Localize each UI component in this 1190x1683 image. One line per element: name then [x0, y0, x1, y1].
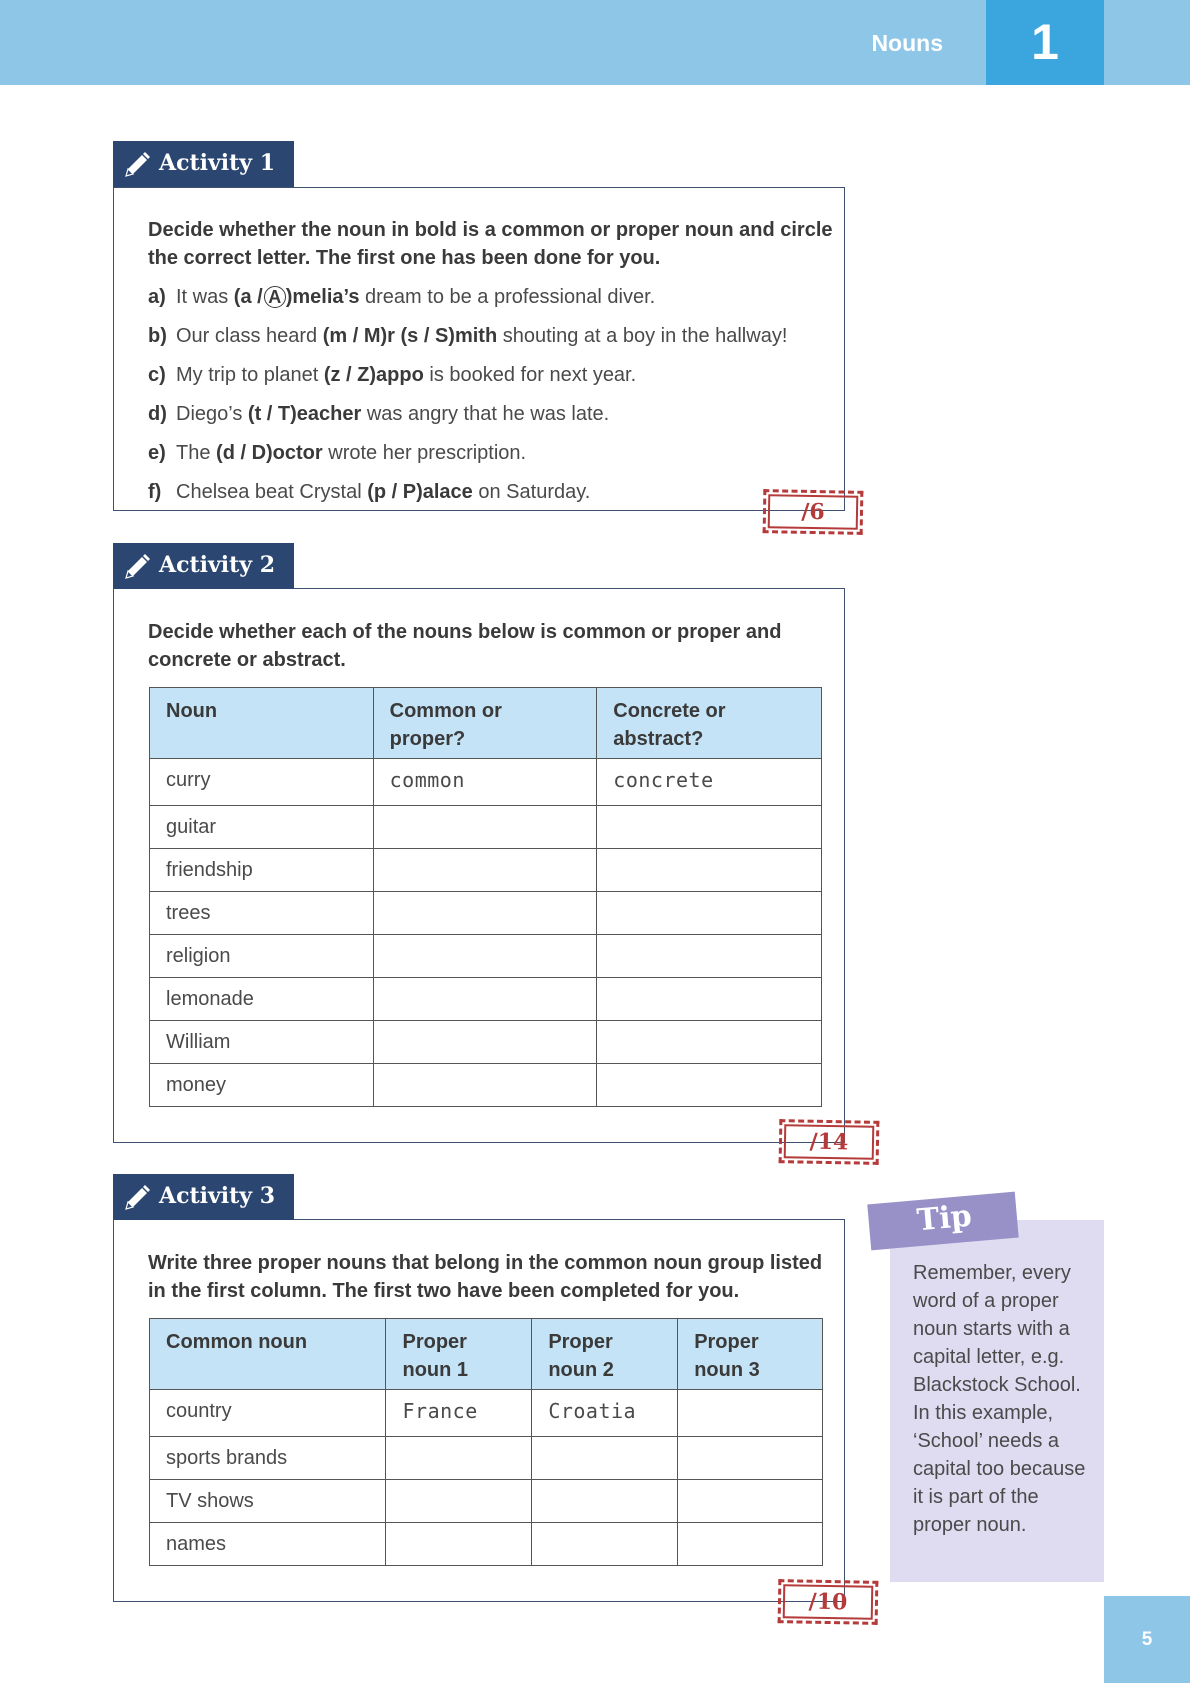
tip-text: Remember, every word of a proper noun starts with a capital letter, e.g. Blackstock School. In this example, ‘School’ needs a capital too because it is part of the proper noun.: [913, 1262, 1086, 1536]
question-a: a) It was (a / A )melia’s dream to be a professional diver.: [148, 283, 655, 311]
pencil-icon: [123, 1184, 151, 1212]
activity-1-tab: [113, 141, 294, 187]
activity-3-instruction: Write three proper nouns that belong in the common noun group listed in the first column. The first two have been completed for you.: [148, 1252, 823, 1302]
table-row: [150, 1523, 823, 1566]
answer-cell[interactable]: [386, 1437, 532, 1480]
activity-3-tab: [113, 1174, 294, 1220]
pencil-icon: [123, 151, 151, 179]
answer-cell[interactable]: France: [386, 1390, 532, 1437]
table-row: [150, 935, 822, 978]
activity-2-tab: [113, 543, 294, 589]
answer-choice[interactable]: (d / D)octor: [216, 442, 323, 464]
table-row: [150, 1437, 823, 1480]
activity-1-instruction: Decide whether the noun in bold is a common or proper noun and circle the correct letter. The first one has been done for you.: [148, 219, 833, 269]
activity-3-score-stamp: /10: [778, 1579, 879, 1625]
table-row: [150, 1021, 822, 1064]
table-row: [150, 892, 822, 935]
question-c: c) My trip to planet (z / Z)appo is booked for next year.: [148, 361, 636, 389]
answer-cell[interactable]: [597, 978, 822, 1021]
table-row: [150, 1390, 823, 1437]
question-letter: e): [148, 442, 166, 464]
answer-choice[interactable]: (p / P)alace: [367, 481, 473, 503]
question-d: d) Diego’s (t / T)eacher was angry that he was late.: [148, 400, 609, 428]
answer-cell[interactable]: [597, 1021, 822, 1064]
question-letter: a): [148, 286, 166, 308]
circled-answer: A: [264, 286, 286, 308]
chapter-number-box: [986, 0, 1104, 85]
noun-cell: lemonade: [150, 978, 374, 1021]
question-e: e) The (d / D)octor wrote her prescription.: [148, 439, 526, 467]
answer-cell[interactable]: concrete: [597, 759, 822, 806]
answer-cell[interactable]: [597, 806, 822, 849]
question-f: f) Chelsea beat Crystal (p / P)alace on Saturday.: [148, 478, 590, 506]
common-noun-cell: TV shows: [150, 1480, 386, 1523]
question-letter: b): [148, 325, 167, 347]
answer-cell[interactable]: [373, 1021, 597, 1064]
question-letter: d): [148, 403, 167, 425]
common-noun-cell: country: [150, 1390, 386, 1437]
answer-cell[interactable]: [373, 892, 597, 935]
column-header: Proper noun 1: [386, 1319, 532, 1390]
answer-choice[interactable]: (m / M)r (s / S)mith: [322, 325, 498, 347]
column-header: Common or proper?: [373, 688, 597, 759]
table-row: [150, 759, 822, 806]
noun-cell: guitar: [150, 806, 374, 849]
activity-3-table: [149, 1318, 823, 1566]
question-b: b) Our class heard (m / M)r (s / S)mith shouting at a boy in the hallway!: [148, 322, 787, 350]
noun-cell: trees: [150, 892, 374, 935]
noun-cell: friendship: [150, 849, 374, 892]
answer-cell[interactable]: [532, 1523, 678, 1566]
answer-cell[interactable]: [678, 1523, 823, 1566]
answer-cell[interactable]: [373, 806, 597, 849]
table-row: [150, 1064, 822, 1107]
activity-2-title: Activity 2: [159, 552, 276, 578]
table-row: [150, 1480, 823, 1523]
question-letter: f): [148, 481, 162, 503]
column-header: Proper noun 2: [532, 1319, 678, 1390]
table-row: [150, 978, 822, 1021]
activity-2-table: [149, 687, 822, 1107]
answer-cell[interactable]: [678, 1437, 823, 1480]
common-noun-cell: sports brands: [150, 1437, 386, 1480]
column-header: Noun: [150, 688, 374, 759]
table-row: [150, 806, 822, 849]
table-header-row: [150, 1319, 823, 1390]
activity-1-title: Activity 1: [159, 150, 276, 176]
answer-cell[interactable]: common: [373, 759, 597, 806]
answer-choice[interactable]: (t / T)eacher: [247, 403, 362, 425]
column-header: Common noun: [150, 1319, 386, 1390]
noun-cell: William: [150, 1021, 374, 1064]
activity-1-score-stamp: /6: [763, 489, 864, 535]
activity-2-score-stamp: /14: [779, 1119, 880, 1165]
answer-cell[interactable]: [532, 1437, 678, 1480]
activity-3-title: Activity 3: [159, 1183, 276, 1209]
noun-cell: curry: [150, 759, 374, 806]
common-noun-cell: names: [150, 1523, 386, 1566]
answer-cell[interactable]: [373, 849, 597, 892]
activity-2-instruction: Decide whether each of the nouns below is common or proper and concrete or abstract.: [148, 621, 782, 671]
chapter-title: Nouns: [871, 30, 943, 56]
answer-cell[interactable]: [678, 1480, 823, 1523]
answer-cell[interactable]: [373, 935, 597, 978]
answer-cell[interactable]: [597, 935, 822, 978]
chapter-number: 1: [1031, 14, 1059, 70]
table-row: [150, 849, 822, 892]
pencil-icon: [123, 553, 151, 581]
answer-cell[interactable]: [373, 978, 597, 1021]
column-header: Concrete or abstract?: [597, 688, 822, 759]
noun-cell: money: [150, 1064, 374, 1107]
table-header-row: [150, 688, 822, 759]
page-number-box: [1104, 1596, 1190, 1683]
answer-cell[interactable]: [597, 849, 822, 892]
tip-title: Tip: [915, 1198, 974, 1239]
answer-cell[interactable]: [373, 1064, 597, 1107]
answer-cell[interactable]: [597, 892, 822, 935]
answer-cell[interactable]: [597, 1064, 822, 1107]
answer-cell[interactable]: [386, 1480, 532, 1523]
answer-cell[interactable]: Croatia: [532, 1390, 678, 1437]
question-letter: c): [148, 364, 166, 386]
answer-cell[interactable]: [532, 1480, 678, 1523]
answer-choice[interactable]: (z / Z)appo: [323, 364, 424, 386]
noun-cell: religion: [150, 935, 374, 978]
answer-cell[interactable]: [386, 1523, 532, 1566]
page-number: 5: [1141, 1629, 1153, 1650]
answer-cell[interactable]: [678, 1390, 823, 1437]
column-header: Proper noun 3: [678, 1319, 823, 1390]
